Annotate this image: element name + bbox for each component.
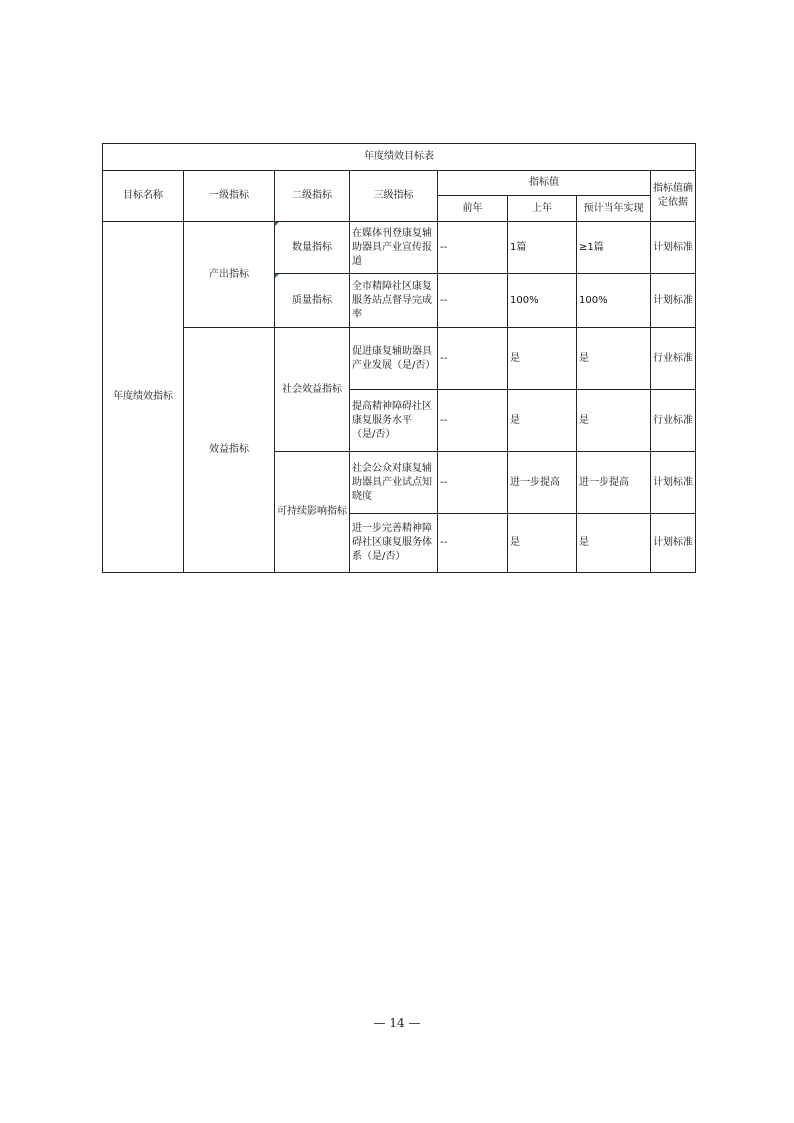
last-value: 是 xyxy=(508,514,577,573)
indicator-cell: 促进康复辅助器具产业发展（是/否） xyxy=(350,328,438,390)
indicator-cell: 社会公众对康复辅助器具产业试点知晓度 xyxy=(350,452,438,514)
target-name-cell: 年度绩效指标 xyxy=(103,222,184,573)
last-value: 进一步提高 xyxy=(508,452,577,514)
expected-value: 进一步提高 xyxy=(577,452,651,514)
last-value: 100% xyxy=(508,274,577,328)
header-level2: 二级指标 xyxy=(275,171,350,222)
indicator-cell: 提高精神障碍社区康复服务水平（是/否） xyxy=(350,390,438,452)
prev-value: -- xyxy=(438,390,508,452)
expected-value: 是 xyxy=(577,390,651,452)
cell-comment-marker xyxy=(275,222,279,226)
header-indicator-value: 指标值 xyxy=(438,171,651,196)
basis-cell: 计划标准 xyxy=(651,514,696,573)
expected-value: 是 xyxy=(577,514,651,573)
group-benefit: 效益指标 xyxy=(184,328,275,573)
basis-cell: 计划标准 xyxy=(651,274,696,328)
header-last-year: 上年 xyxy=(508,196,577,222)
header-level1: 一级指标 xyxy=(184,171,275,222)
prev-value: -- xyxy=(438,222,508,274)
cell-comment-marker xyxy=(275,274,279,278)
basis-cell: 行业标准 xyxy=(651,328,696,390)
annual-performance-table xyxy=(102,143,696,573)
table-title: 年度绩效目标表 xyxy=(103,144,696,171)
header-target-name: 目标名称 xyxy=(103,171,184,222)
page-number: — 14 — xyxy=(373,1016,421,1030)
subgroup-sustain: 可持续影响指标 xyxy=(275,452,350,573)
header-basis: 指标值确定依据 xyxy=(651,171,696,222)
prev-value: -- xyxy=(438,274,508,328)
prev-value: -- xyxy=(438,328,508,390)
expected-value: 100% xyxy=(577,274,651,328)
subgroup-quantity: 数量指标 xyxy=(275,222,350,274)
last-value: 是 xyxy=(508,328,577,390)
indicator-cell: 在媒体刊登康复辅助器具产业宣传报道 xyxy=(350,222,438,274)
basis-cell: 计划标准 xyxy=(651,452,696,514)
subgroup-quality: 质量指标 xyxy=(275,274,350,328)
header-prev-year: 前年 xyxy=(438,196,508,222)
prev-value: -- xyxy=(438,452,508,514)
header-expected: 预计当年实现 xyxy=(577,196,651,222)
basis-cell: 计划标准 xyxy=(651,222,696,274)
group-output: 产出指标 xyxy=(184,222,275,328)
last-value: 是 xyxy=(508,390,577,452)
indicator-cell: 全市精障社区康复服务站点督导完成率 xyxy=(350,274,438,328)
last-value: 1篇 xyxy=(508,222,577,274)
subgroup-social: 社会效益指标 xyxy=(275,328,350,452)
prev-value: -- xyxy=(438,514,508,573)
expected-value: ≥1篇 xyxy=(577,222,651,274)
header-level3: 三级指标 xyxy=(350,171,438,222)
basis-cell: 行业标准 xyxy=(651,390,696,452)
expected-value: 是 xyxy=(577,328,651,390)
indicator-cell: 进一步完善精神障碍社区康复服务体系（是/否） xyxy=(350,514,438,573)
